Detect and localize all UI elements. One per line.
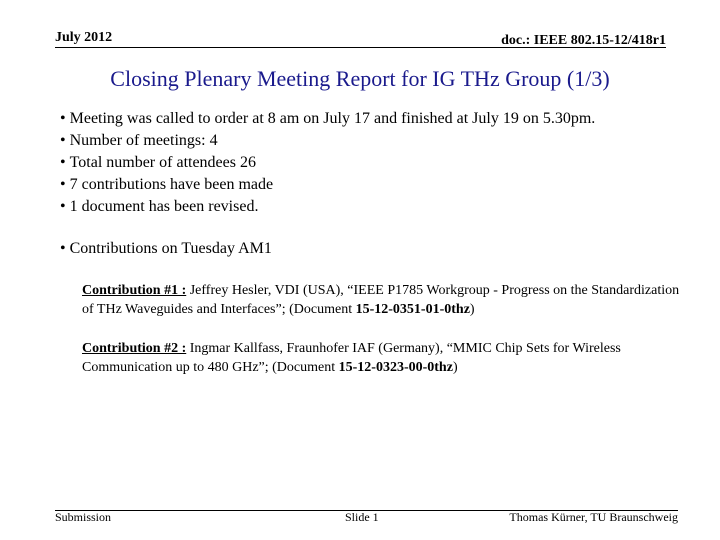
bullet-contributions-count: • 7 contributions have been made: [60, 174, 595, 196]
header-doc-id: doc.: IEEE 802.15-12/418r1: [501, 33, 666, 48]
contribution-1-close: ): [469, 302, 475, 317]
bullet-meeting-times: • Meeting was called to order at 8 am on July 17 and finished at July 19 on 5.30pm.: [60, 108, 595, 130]
contribution-1-doc-number: 15-12-0351-01-0thz: [355, 302, 470, 317]
contributions-section-heading: • Contributions on Tuesday AM1: [60, 238, 272, 260]
bullet-documents-revised: • 1 document has been revised.: [60, 196, 595, 218]
slide-title: Closing Plenary Meeting Report for IG THz Group (1/3): [110, 66, 610, 91]
header-divider: [55, 47, 666, 48]
bullet-attendees: • Total number of attendees 26: [60, 152, 595, 174]
summary-bullet-list: [60, 108, 595, 218]
footer-submission: Submission: [55, 510, 112, 524]
contribution-2-label: Contribution #2 :: [82, 341, 187, 356]
contribution-2-close: ): [452, 360, 458, 375]
footer-slide-number: Slide 1: [345, 510, 379, 524]
contribution-2: [82, 339, 682, 377]
contribution-1-text: Jeffrey Hesler, VDI (USA), “IEEE P1785 Workgroup - Progress on the Standardization of THz Waveguides and Interfaces”; (Document: [82, 283, 680, 317]
contribution-1-label: Contribution #1 :: [82, 283, 187, 298]
contribution-1: [82, 281, 682, 319]
header-date: July 2012: [55, 30, 113, 45]
contribution-2-text: Ingmar Kallfass, Fraunhofer IAF (Germany), “MMIC Chip Sets for Wireless Communication up to 480 GHz”; (Document: [82, 341, 621, 375]
bullet-number-of-meetings: • Number of meetings: 4: [60, 130, 595, 152]
contribution-2-doc-number: 15-12-0323-00-0thz: [338, 360, 453, 375]
footer-author: Thomas Kürner, TU Braunschweig: [509, 510, 678, 524]
